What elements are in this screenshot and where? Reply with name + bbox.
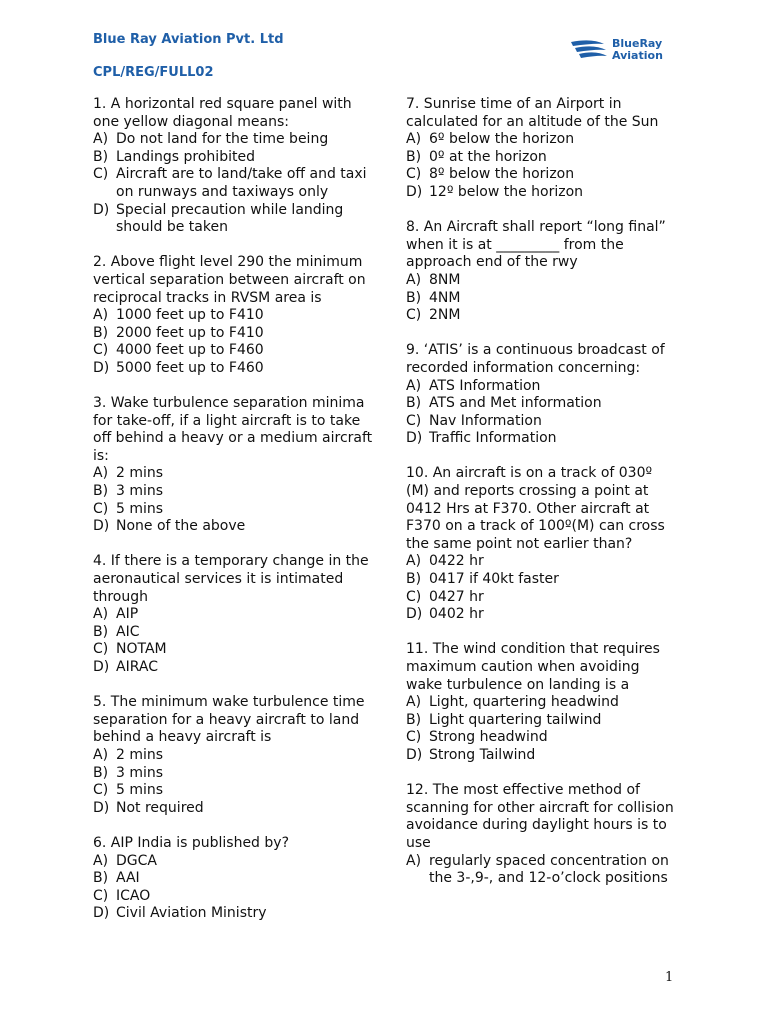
option-item: [93, 747, 375, 765]
question-text: 8. An Aircraft shall report “long final” when it is at _________ from the approach end of the rwy: [406, 219, 666, 271]
option-text: AIC: [116, 623, 140, 640]
question-10: [406, 465, 678, 623]
option-text: 12º below the horizon: [429, 183, 584, 200]
option-label: B): [93, 623, 109, 640]
option-item: [93, 870, 375, 888]
option-item: [93, 659, 375, 677]
option-item: [406, 307, 678, 325]
question-3: [93, 395, 375, 536]
option-label: D): [406, 430, 423, 447]
option-item: [93, 606, 375, 624]
option-text: Nav Information: [429, 412, 542, 429]
option-item: [406, 694, 678, 712]
option-item: [406, 589, 678, 607]
option-label: A): [406, 553, 422, 570]
question-text: 4. If there is a temporary change in the aeronautical services it is intimated through: [93, 553, 369, 605]
option-text: regularly spaced concentration on the 3-,9-, and 12-o’clock positions: [429, 852, 669, 887]
question-text: 11. The wind condition that requires maximum caution when avoiding wake turbulence on landing is a: [406, 641, 660, 693]
option-item: [406, 378, 678, 396]
option-item: [93, 641, 375, 659]
option-label: C): [93, 782, 109, 799]
option-list: [93, 131, 375, 237]
option-text: 3 mins: [116, 483, 164, 500]
option-item: [93, 483, 375, 501]
option-item: [93, 325, 375, 343]
option-item: [406, 747, 678, 765]
question-text: 12. The most effective method of scanning for other aircraft for collision avoidance during daylight hours is to use: [406, 782, 674, 851]
option-item: [406, 184, 678, 202]
option-label: C): [406, 729, 422, 746]
option-label: C): [406, 588, 422, 605]
option-label: D): [93, 518, 110, 535]
question-text: 7. Sunrise time of an Airport in calculated for an altitude of the Sun: [406, 96, 659, 130]
page-number: 1: [665, 970, 674, 985]
question-2: [93, 254, 375, 377]
question-9: [406, 342, 678, 448]
option-text: Civil Aviation Ministry: [116, 905, 267, 922]
option-label: C): [93, 500, 109, 517]
question-12: [406, 782, 678, 888]
question-11: [406, 641, 678, 764]
option-item: [93, 307, 375, 325]
option-text: 0402 hr: [429, 606, 484, 623]
option-item: [93, 782, 375, 800]
option-text: NOTAM: [116, 641, 167, 658]
option-label: D): [406, 746, 423, 763]
option-text: ATS Information: [429, 377, 541, 394]
option-item: [406, 395, 678, 413]
option-text: 3 mins: [116, 764, 164, 781]
option-text: Strong Tailwind: [429, 746, 536, 763]
option-item: [93, 166, 375, 201]
option-list: [93, 465, 375, 535]
question-text: 6. AIP India is published by?: [93, 834, 289, 851]
option-item: [93, 465, 375, 483]
option-item: [406, 149, 678, 167]
question-6: [93, 835, 375, 923]
option-item: [93, 800, 375, 818]
right-column: [406, 96, 678, 905]
option-label: A): [93, 131, 109, 148]
option-label: D): [93, 905, 110, 922]
company-name: Blue Ray Aviation Pvt. Ltd: [93, 32, 284, 47]
option-label: A): [93, 307, 109, 324]
option-text: ICAO: [116, 887, 151, 904]
option-list: [93, 747, 375, 817]
option-list: [406, 853, 678, 888]
option-text: Aircraft are to land/take off and taxi on runways and taxiways only: [116, 166, 367, 200]
option-label: B): [93, 870, 109, 887]
option-label: A): [406, 377, 422, 394]
option-label: A): [93, 465, 109, 482]
option-label: D): [93, 659, 110, 675]
option-text: Light quartering tailwind: [429, 711, 602, 728]
option-item: [406, 606, 678, 624]
option-item: [93, 202, 375, 237]
option-label: D): [406, 183, 423, 200]
option-list: [406, 694, 678, 764]
option-text: 0417 if 40kt faster: [429, 571, 559, 588]
option-item: [93, 905, 375, 923]
option-label: C): [406, 412, 422, 429]
option-item: [93, 342, 375, 360]
option-text: Special precaution while landing should be taken: [116, 201, 344, 236]
option-item: [93, 131, 375, 149]
option-label: A): [93, 746, 109, 763]
option-text: 2NM: [429, 307, 461, 324]
option-label: C): [93, 641, 109, 658]
option-label: B): [406, 148, 422, 165]
option-item: [93, 501, 375, 519]
question-5: [93, 694, 375, 817]
option-label: C): [406, 166, 422, 183]
left-column: [93, 96, 375, 941]
option-text: Light, quartering headwind: [429, 694, 619, 711]
option-text: Traffic Information: [429, 430, 557, 447]
question-text: 9. ‘ATIS’ is a continuous broadcast of recorded information concerning:: [406, 342, 665, 376]
option-label: B): [406, 711, 422, 728]
option-label: C): [406, 307, 422, 324]
option-list: [93, 606, 375, 676]
option-item: [93, 518, 375, 536]
question-text: 3. Wake turbulence separation minima for take-off, if a light aircraft is to take off behind a heavy or a medium aircraft is:: [93, 395, 373, 464]
option-text: AIP: [116, 606, 139, 623]
option-text: 2 mins: [116, 746, 164, 763]
option-text: 2 mins: [116, 465, 164, 482]
option-list: [93, 307, 375, 377]
option-item: [93, 149, 375, 167]
option-item: [406, 290, 678, 308]
option-text: AAI: [116, 870, 140, 887]
option-label: A): [93, 852, 109, 869]
option-item: [93, 888, 375, 906]
option-item: [406, 413, 678, 431]
option-list: [406, 378, 678, 448]
option-list: [406, 131, 678, 201]
question-text: 10. An aircraft is on a track of 030º (M) and reports crossing a point at 0412 Hrs at F370. Other aircraft at F370 on a track of 100º(M) can cross the same point not earlier than?: [406, 465, 665, 552]
option-text: AIRAC: [116, 659, 158, 675]
option-text: 6º below the horizon: [429, 131, 575, 148]
option-item: [93, 360, 375, 378]
option-label: D): [406, 606, 423, 623]
option-label: A): [406, 852, 422, 869]
logo-text-line1: BlueRay: [612, 37, 663, 50]
option-text: 0422 hr: [429, 553, 484, 570]
option-text: ATS and Met information: [429, 395, 602, 412]
option-item: [406, 571, 678, 589]
question-text: 2. Above flight level 290 the minimum vertical separation between aircraft on reciprocal tracks in RVSM area is: [93, 254, 366, 306]
option-text: 4000 feet up to F460: [116, 342, 264, 359]
question-7: [406, 96, 678, 202]
option-item: [406, 272, 678, 290]
option-list: [406, 272, 678, 325]
option-text: Landings prohibited: [116, 148, 255, 165]
wing-logo-icon: [570, 38, 608, 62]
option-label: B): [93, 483, 109, 500]
option-item: [406, 430, 678, 448]
option-text: 5 mins: [116, 782, 164, 799]
option-item: [406, 729, 678, 747]
option-text: DGCA: [116, 852, 157, 869]
option-label: C): [93, 342, 109, 359]
option-label: A): [406, 271, 422, 288]
option-label: C): [93, 887, 109, 904]
option-text: Strong headwind: [429, 729, 548, 746]
option-label: D): [93, 799, 110, 816]
option-text: 8NM: [429, 271, 461, 288]
logo-text-line2: Aviation: [612, 49, 663, 62]
question-1: [93, 96, 375, 237]
option-label: B): [406, 571, 422, 588]
option-label: C): [93, 166, 109, 183]
option-item: [93, 853, 375, 871]
paper-code: CPL/REG/FULL02: [93, 65, 214, 80]
option-text: 5000 feet up to F460: [116, 359, 264, 376]
option-list: [93, 853, 375, 923]
option-item: [406, 853, 678, 888]
option-label: D): [93, 201, 110, 218]
option-text: 4NM: [429, 289, 461, 306]
option-list: [406, 553, 678, 623]
option-text: 0º at the horizon: [429, 148, 547, 165]
option-item: [406, 131, 678, 149]
option-text: Do not land for the time being: [116, 131, 329, 148]
option-text: 1000 feet up to F410: [116, 307, 264, 324]
question-4: [93, 553, 375, 676]
question-text: 5. The minimum wake turbulence time separation for a heavy aircraft to land behind a heavy aircraft is: [93, 694, 365, 746]
option-label: A): [93, 606, 109, 623]
company-logo: [570, 36, 680, 66]
option-item: [406, 712, 678, 730]
option-item: [406, 553, 678, 571]
option-text: 5 mins: [116, 500, 164, 517]
option-text: 0427 hr: [429, 588, 484, 605]
option-label: B): [406, 289, 422, 306]
option-item: [406, 166, 678, 184]
option-label: B): [93, 324, 109, 341]
option-label: D): [93, 359, 110, 376]
question-text: 1. A horizontal red square panel with one yellow diagonal means:: [93, 96, 352, 130]
option-text: 8º below the horizon: [429, 166, 575, 183]
option-label: B): [93, 148, 109, 165]
option-text: Not required: [116, 799, 204, 816]
option-text: 2000 feet up to F410: [116, 324, 264, 341]
option-label: B): [406, 395, 422, 412]
option-item: [93, 624, 375, 642]
option-label: A): [406, 694, 422, 711]
option-label: B): [93, 764, 109, 781]
option-label: A): [406, 131, 422, 148]
question-8: [406, 219, 678, 325]
option-text: None of the above: [116, 518, 246, 535]
option-item: [93, 765, 375, 783]
